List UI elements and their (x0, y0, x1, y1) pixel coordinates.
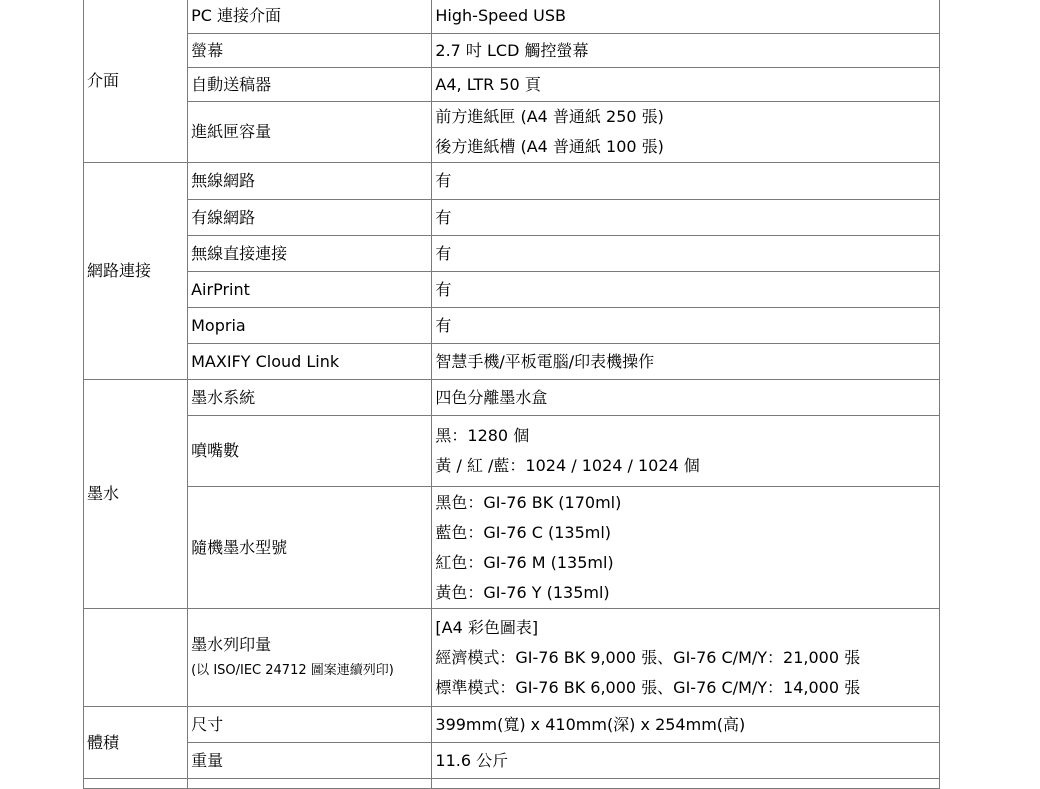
table-row (84, 163, 940, 200)
table-row (84, 487, 940, 609)
spec-label: 螢幕 (188, 34, 432, 68)
spec-label: PC 連接介面 (188, 0, 432, 34)
spec-value: 有 (432, 308, 940, 344)
spec-label: 進紙匣容量 (188, 102, 432, 163)
value-line: 黑：1280 個 (435, 426, 530, 445)
spec-value (432, 416, 940, 487)
spec-value: 11.6 公斤 (432, 743, 940, 779)
table-row (84, 200, 940, 236)
spec-value: High-Speed USB (432, 0, 940, 34)
spec-value: 有 (432, 163, 940, 200)
spec-label: 噴嘴數 (188, 416, 432, 487)
table-row (84, 308, 940, 344)
spec-value (432, 487, 940, 609)
spec-value: 四色分離墨水盒 (432, 380, 940, 416)
spec-value: 有 (432, 272, 940, 308)
value-line: [A4 彩色圖表] (435, 617, 539, 637)
table-row (84, 68, 940, 102)
spec-label: 隨機墨水型號 (188, 487, 432, 609)
value-line: 紅色：GI-76 M (135ml) (435, 552, 614, 572)
spec-label: 自動送稿器 (188, 68, 432, 102)
category-cell: 網路連接 (84, 163, 188, 380)
spec-label: 重量 (188, 743, 432, 779)
spec-label: 無線網路 (188, 163, 432, 200)
spec-value: 智慧手機/平板電腦/印表機操作 (432, 344, 940, 380)
table-row (84, 380, 940, 416)
category-cell: 體積 (84, 707, 188, 779)
category-cell: 介面 (84, 0, 188, 163)
value-line: 黑色：GI-76 BK (170ml) (435, 492, 622, 512)
spec-value: 2.7 吋 LCD 觸控螢幕 (432, 34, 940, 68)
spec-label: 有線網路 (188, 200, 432, 236)
label-subline: (以 ISO/IEC 24712 圖案連續列印) (191, 662, 394, 678)
spec-value: A4, LTR 50 頁 (432, 68, 940, 102)
value-line: 經濟模式：GI-76 BK 9,000 張、GI-76 C/M/Y：21,000 張 (435, 647, 861, 667)
spec-value (432, 779, 940, 789)
table-row (84, 779, 940, 789)
spec-label: MAXIFY Cloud Link (188, 344, 432, 380)
table-row (84, 102, 940, 163)
value-line: 黃色：GI-76 Y (135ml) (435, 582, 610, 602)
spec-label: Mopria (188, 308, 432, 344)
spec-value: 有 (432, 236, 940, 272)
spec-label: 尺寸 (188, 707, 432, 743)
table-row (84, 272, 940, 308)
value-line: 黃 / 紅 /藍：1024 / 1024 / 1024 個 (435, 456, 700, 475)
label-line: 墨水列印量 (191, 634, 272, 654)
table-row (84, 236, 940, 272)
spec-value (432, 609, 940, 707)
value-line: 後方進紙槽 (A4 普通紙 100 張) (435, 137, 664, 156)
spec-value (432, 102, 940, 163)
table-row (84, 344, 940, 380)
value-line: 藍色：GI-76 C (135ml) (435, 522, 612, 542)
table-row (84, 609, 940, 707)
spec-label: AirPrint (188, 272, 432, 308)
table-row (84, 707, 940, 743)
category-cell: 墨水 (84, 380, 188, 609)
spec-label (188, 779, 432, 789)
spec-value: 有 (432, 200, 940, 236)
spec-label: 墨水系統 (188, 380, 432, 416)
value-line: 前方進紙匣 (A4 普通紙 250 張) (435, 107, 664, 126)
category-cell (84, 779, 188, 789)
spec-value: 399mm(寬) x 410mm(深) x 254mm(高) (432, 707, 940, 743)
category-cell (84, 609, 188, 707)
spec-table (83, 0, 940, 789)
value-line: 標準模式：GI-76 BK 6,000 張、GI-76 C/M/Y：14,000 張 (435, 677, 861, 697)
spec-label: 無線直接連接 (188, 236, 432, 272)
table-row (84, 0, 940, 34)
spec-label (188, 609, 432, 707)
table-row (84, 416, 940, 487)
table-row (84, 34, 940, 68)
table-row (84, 743, 940, 779)
